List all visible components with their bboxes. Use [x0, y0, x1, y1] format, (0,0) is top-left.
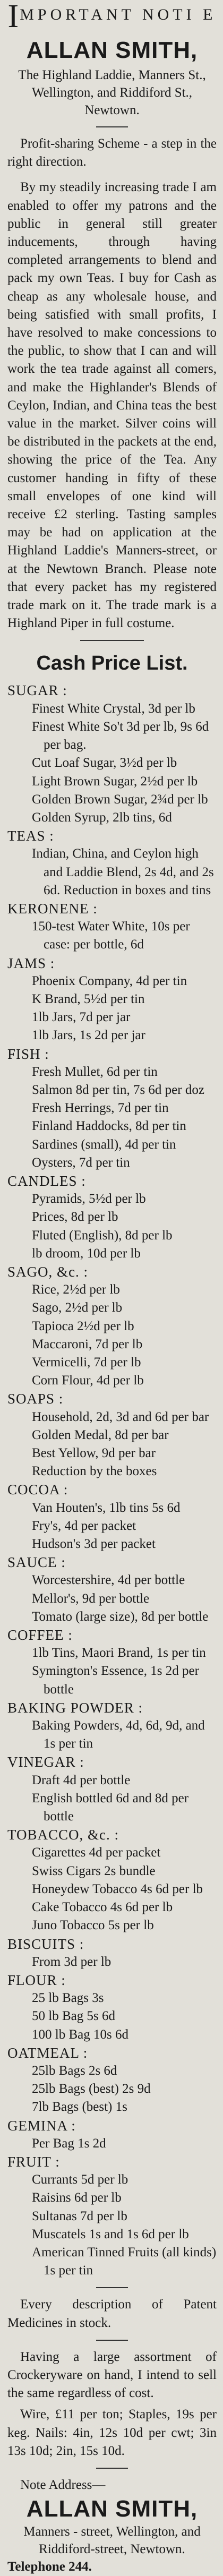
price-section [7, 1390, 217, 1480]
business-address [7, 66, 217, 119]
divider [96, 2287, 128, 2288]
price-section-heading: TEAS : [7, 828, 54, 844]
price-section [7, 900, 217, 954]
intro-text [7, 135, 217, 632]
price-item: Golden Medal, 8d per bar [32, 1427, 169, 1442]
price-item: Symington's Essence, 1s 2d per bottle [32, 1664, 199, 1697]
price-item: Finest White Crystal, 3d per lb [32, 701, 195, 716]
price-item: 150-test Water White, 10s per case: per bottle, 6d [32, 919, 190, 952]
price-list [7, 681, 217, 2280]
footer [7, 2476, 217, 2576]
price-item: Maccaroni, 7d per lb [32, 1337, 143, 1351]
price-section-heading: OATMEAL : [7, 2044, 88, 2061]
price-item: Sago, 2½d per lb [32, 1300, 123, 1315]
business-address-line: Newtown. [84, 103, 140, 117]
price-item: American Tinned Fruits (all kinds) 1s per tin [32, 2245, 217, 2278]
price-item: Cigarettes 4d per packet [32, 1845, 161, 1860]
price-item: lb droom, 10d per lb [32, 1246, 141, 1261]
price-section [7, 2153, 217, 2280]
price-item: Rice, 2½d per lb [32, 1282, 120, 1297]
price-item: Juno Tobacco 5s per lb [32, 1918, 154, 1933]
price-section-heading: CANDLES : [7, 1173, 86, 1189]
price-item: 25lb Bags 2s 6d [32, 2063, 117, 2078]
price-section [7, 681, 217, 827]
price-item: Fry's, 4d per packet [32, 1518, 136, 1533]
price-item: 50 lb Bag 5s 6d [32, 2009, 115, 2024]
price-item: Sultanas 7d per lb [32, 2209, 127, 2223]
price-item: English bottled 6d and 8d per bottle [32, 1791, 189, 1824]
price-section-heading: KERONENE : [7, 900, 98, 917]
price-item: Honeydew Tobacco 4s 6d per lb [32, 1881, 203, 1896]
intro-paragraph: Profit-sharing Scheme - a step in the right direction. [7, 136, 217, 169]
price-item: 7lb Bags (best) 1s [32, 2100, 127, 2115]
price-section [7, 827, 217, 900]
price-list-title: Cash Price List. [36, 652, 188, 675]
footer-telephone: Telephone 244. [7, 2560, 92, 2574]
price-item: Swiss Cigars 2s bundle [32, 1863, 156, 1878]
price-item: Currants 5d per lb [32, 2172, 128, 2187]
price-section-heading: SOAPS : [7, 1391, 64, 1407]
price-item: Cut Loaf Sugar, 3½d per lb [32, 756, 177, 771]
price-item: Salmon 8d per tin, 7s 6d per doz [32, 1082, 204, 1097]
price-item: Prices, 8d per lb [32, 1210, 118, 1225]
price-item: Sardines (small), 4d per tin [32, 1137, 176, 1152]
price-item: Oysters, 7d per tin [32, 1155, 130, 1170]
price-item: 1lb Jars, 7d per jar [32, 1010, 131, 1025]
price-item: Fresh Herrings, 7d per tin [32, 1101, 169, 1116]
price-section-heading: COFFEE : [7, 1627, 73, 1644]
notice-heading [7, 4, 217, 27]
price-section [7, 1045, 217, 1172]
price-item: Vermicelli, 7d per lb [32, 1355, 141, 1370]
price-section [7, 1935, 217, 1971]
footer-business-name: ALLAN SMITH, [26, 2496, 198, 2522]
footer-address-line: Manners - street, Wellington, and [23, 2524, 201, 2539]
price-item: Reduction by the boxes [32, 1464, 157, 1479]
price-section-heading: SAUCE : [7, 1554, 66, 1571]
business-address-line: Wellington, and Riddiford St., [31, 85, 193, 100]
price-section-heading: JAMS : [7, 955, 55, 971]
notice-paragraph: Every description of Patent Medicines in stock. [7, 2297, 217, 2330]
price-item: Household, 2d, 3d and 6d per bar [32, 1409, 209, 1424]
price-section [7, 1753, 217, 1826]
price-item: 1lb Tins, Maori Brand, 1s per tin [32, 1646, 206, 1661]
price-item: Golden Brown Sugar, 2¾d per lb [32, 792, 208, 807]
notice-paragraph: Wire, £11 per ton; Staples, 19s per keg. Nails: 4in, 12s 10d per cwt; 3in 13s 10d; 2in, 15s 10d. [7, 2407, 217, 2458]
price-section [7, 1626, 217, 1699]
intro-paragraph: By my steadily increasing trade I am enabled to offer my patrons and the public in general still greater inducements, through having completed arrangements to blend and pack my own Teas. I buy for Cash as cheap as any wholesale house, and being satisfied with small profits, I have resolved to make concessions to the public, to show that I can and will work the tea trade against all comers, and make the Highlander's Blends of Ceylon, Indian, and China teas the best value in the market. Silver coins will be distributed in the packets at the end, showing the price of the Tea. Any customer handing in fifty of these small envelopes of one kind will receive £2 sterling. Tasting samples may be had on application at the Highland Laddie's Manners-street, or at the Newtown Branch. Please note that every packet has my registered trade mark on it. The trade mark is a Highland Piper in full costume. [7, 180, 217, 631]
price-section-heading: FISH : [7, 1046, 49, 1062]
price-item: Van Houten's, 1lb tins 5s 6d [32, 1500, 181, 1515]
price-item: Draft 4d per bottle [32, 1773, 131, 1787]
price-item: Raisins 6d per lb [32, 2190, 122, 2205]
price-section-heading: BISCUITS : [7, 1936, 84, 1952]
price-item: Golden Syrup, 2lb tins, 6d [32, 810, 172, 825]
price-section [7, 1553, 217, 1626]
divider [96, 2340, 128, 2341]
divider [80, 640, 144, 641]
price-item: Mellor's, 9d per bottle [32, 1591, 150, 1606]
footer-address [7, 2523, 217, 2558]
price-section-heading: VINEGAR : [7, 1754, 84, 1770]
price-item: Tomato (large size), 8d per bottle [32, 1609, 209, 1624]
price-section [7, 2044, 217, 2117]
price-section-heading: SAGO, &c. : [7, 1263, 88, 1280]
price-item: Tapioca 2½d per lb [32, 1319, 134, 1333]
price-item: Pyramids, 5½d per lb [32, 1192, 146, 1206]
price-item: 25lb Bags (best) 2s 9d [32, 2082, 151, 2096]
price-item: Fluted (English), 8d per lb [32, 1228, 173, 1243]
price-section [7, 1263, 217, 1390]
notice-heading-initial: I [7, 4, 20, 27]
notices [7, 2296, 217, 2460]
price-section [7, 1172, 217, 1263]
footer-address-line: Riddiford-street, Newtown. [39, 2542, 185, 2557]
price-section [7, 1699, 217, 1753]
price-item: Hudson's 3d per packet [32, 1537, 156, 1552]
price-section [7, 1480, 217, 1553]
price-section-heading: GEMINA : [7, 2117, 76, 2134]
price-section-heading: FRUIT : [7, 2153, 60, 2170]
business-name: ALLAN SMITH, [26, 37, 198, 63]
price-item: Finest White So't 3d per lb, 9s 6d per bag. [32, 719, 209, 752]
price-item: Fresh Mullet, 6d per tin [32, 1064, 158, 1079]
price-item: Phoenix Company, 4d per tin [32, 973, 187, 988]
divider [96, 2468, 128, 2469]
price-item: 1lb Jars, 1s 2d per jar [32, 1028, 145, 1043]
price-item: Corn Flour, 4d per lb [32, 1373, 144, 1388]
price-item: Worcestershire, 4d per bottle [32, 1573, 185, 1588]
price-item: Best Yellow, 9d per bar [32, 1446, 156, 1461]
price-section [7, 1826, 217, 1935]
business-address-line: The Highland Laddie, Manners St., [18, 68, 206, 82]
price-section-heading: SUGAR : [7, 682, 67, 699]
price-item: Light Brown Sugar, 2½d per lb [32, 774, 198, 789]
price-item: Baking Powders, 4d, 6d, 9d, and 1s per tin [32, 1718, 205, 1751]
price-section-heading: COCOA : [7, 1482, 68, 1498]
price-section-heading: FLOUR : [7, 1972, 66, 1988]
price-item: Finland Haddocks, 8d per tin [32, 1119, 186, 1134]
price-section-heading: TOBACCO, &c. : [7, 1827, 119, 1843]
price-section [7, 2117, 217, 2153]
notice-heading-text: MPORTANT NOTI E [20, 6, 217, 23]
price-section [7, 1971, 217, 2044]
footer-note-line: Note Address— [20, 2477, 106, 2492]
price-section-heading: BAKING POWDER : [7, 1699, 143, 1716]
divider [96, 126, 128, 127]
notice-paragraph: Having a large assortment of Crockeryware on hand, I intend to sell the same regardless of cost. [7, 2349, 217, 2401]
price-item: 100 lb Bag 10s 6d [32, 2027, 128, 2042]
price-section [7, 954, 217, 1045]
price-item: Per Bag 1s 2d [32, 2136, 106, 2151]
price-item: 25 lb Bags 3s [32, 1991, 104, 2006]
price-item: K Brand, 5½d per tin [32, 991, 145, 1006]
price-item: Indian, China, and Ceylon high and Laddie Blend, 2s 4d, and 2s 6d. Reduction in boxes and tins [32, 846, 214, 897]
price-item: From 3d per lb [32, 1954, 112, 1969]
price-item: Cake Tobacco 4s 6d per lb [32, 1900, 173, 1915]
price-item: Muscatels 1s and 1s 6d per lb [32, 2227, 189, 2241]
